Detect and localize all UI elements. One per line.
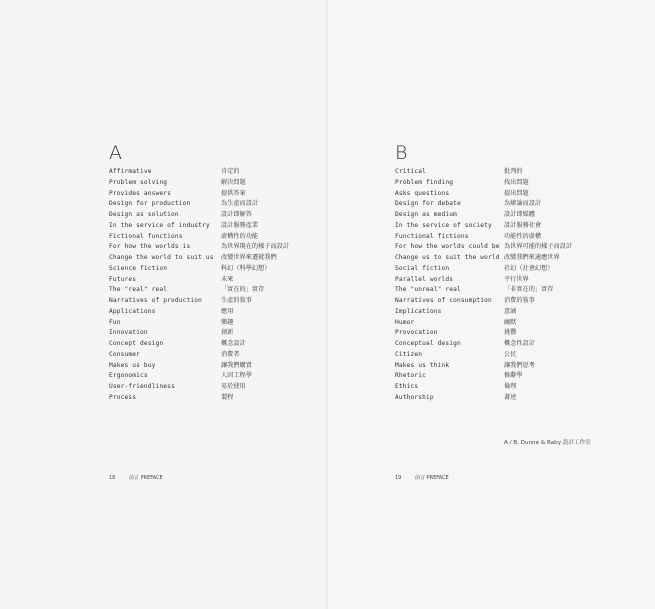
term-chinese: 提供答案 <box>221 189 246 197</box>
term-chinese: 功能性的虛構 <box>504 232 542 240</box>
term-row <box>395 296 625 307</box>
term-row <box>109 210 319 221</box>
term-english: In the service of industry <box>109 221 210 229</box>
term-row <box>395 371 625 382</box>
term-row <box>109 318 319 329</box>
term-english: Implications <box>395 307 442 315</box>
term-row <box>109 393 319 404</box>
term-row <box>109 242 319 253</box>
term-english: Futures <box>109 275 137 283</box>
term-list-b <box>395 167 625 404</box>
term-row <box>109 275 319 286</box>
term-row <box>395 178 625 189</box>
term-row <box>395 242 625 253</box>
term-english: Narratives of production <box>109 297 203 304</box>
term-row <box>395 393 625 404</box>
term-row <box>395 339 625 350</box>
term-english: Design as medium <box>395 211 458 218</box>
term-row <box>395 199 625 210</box>
page-footer <box>109 474 163 481</box>
term-row <box>395 382 625 393</box>
left-page <box>0 0 327 609</box>
term-row <box>109 189 319 200</box>
term-english: Problem finding <box>395 178 454 186</box>
term-english: Conceptual design <box>395 340 461 347</box>
term-english: Critical <box>395 168 427 175</box>
term-chinese: 讓我們購買 <box>221 361 252 369</box>
term-row <box>109 199 319 210</box>
term-row <box>395 285 625 296</box>
term-english: Asks questions <box>395 189 450 197</box>
term-chinese: 提出問題 <box>504 189 529 197</box>
term-english: Problem solving <box>109 178 168 186</box>
term-chinese: 著述 <box>504 393 517 401</box>
term-chinese: 人因工程學 <box>221 372 252 380</box>
term-english: Humor <box>395 318 415 326</box>
term-english: Parallel worlds <box>395 275 454 283</box>
term-english: Fictional functions <box>109 232 183 240</box>
term-row <box>395 221 625 232</box>
term-row <box>395 189 625 200</box>
term-english: Innovation <box>109 329 148 337</box>
term-chinese: 平行世界 <box>504 275 529 283</box>
term-english: Fun <box>109 318 121 326</box>
term-chinese: 應用 <box>221 307 234 315</box>
term-chinese: 設計服務產業 <box>221 221 259 229</box>
term-row <box>109 382 319 393</box>
term-row <box>109 361 319 372</box>
term-english: Narratives of consumption <box>395 297 492 304</box>
term-english: Citizen <box>395 350 423 358</box>
term-row <box>109 221 319 232</box>
term-row <box>395 328 625 339</box>
term-chinese: 找出問題 <box>504 178 529 186</box>
term-english: Provides answers <box>109 189 172 197</box>
term-row <box>395 232 625 243</box>
term-chinese: 為世界可能的樣子而設計 <box>504 243 573 251</box>
page-number: 19 <box>395 475 402 481</box>
term-english: Design for production <box>109 200 191 208</box>
term-row <box>109 232 319 243</box>
term-row <box>109 253 319 264</box>
term-row <box>395 307 625 318</box>
running-footer-label: 前言 PREFACE <box>129 475 163 481</box>
term-english: Design as solution <box>109 211 179 218</box>
term-row <box>109 178 319 189</box>
term-row <box>395 167 625 178</box>
term-english: Change us to suit the world <box>395 254 500 261</box>
term-english: Ergonomics <box>109 372 148 380</box>
term-english: The "real" real <box>109 286 168 294</box>
term-chinese: 解決問題 <box>221 178 246 186</box>
term-english: The "unreal" real <box>395 286 461 294</box>
term-chinese: 設計即解答 <box>221 211 252 218</box>
term-row <box>109 167 319 178</box>
term-chinese: 修辭學 <box>504 372 523 380</box>
term-row <box>395 210 625 221</box>
term-english: Process <box>109 393 137 401</box>
term-row <box>109 371 319 382</box>
right-page <box>328 0 655 609</box>
page-number: 18 <box>109 475 116 481</box>
term-list-a <box>109 167 319 404</box>
column-heading-a: A <box>109 142 122 164</box>
term-chinese: 消費的敍事 <box>504 297 535 304</box>
term-chinese: 肯定的 <box>221 168 240 175</box>
term-row <box>395 318 625 329</box>
term-row <box>109 307 319 318</box>
term-english: Makes us buy <box>109 361 156 369</box>
term-chinese: 生產的敍事 <box>221 297 252 304</box>
term-row <box>395 264 625 275</box>
term-english: For how the worlds is <box>109 243 191 251</box>
term-chinese: 樂趣 <box>221 318 234 326</box>
term-english: Authorship <box>395 393 434 401</box>
term-english: Provocation <box>395 329 438 337</box>
term-row <box>109 296 319 307</box>
term-row <box>109 339 319 350</box>
term-english: Change the world to suit us <box>109 254 214 261</box>
running-footer-label: 前言 PREFACE <box>415 475 449 481</box>
term-chinese: 設計服務社會 <box>504 221 542 229</box>
term-chinese: 倫理 <box>504 383 517 390</box>
term-english: Affirmative <box>109 168 152 175</box>
term-chinese: 改變世界來遷就我們 <box>221 254 277 261</box>
term-english: Applications <box>109 307 156 315</box>
term-chinese: 社幻（社會幻想） <box>504 264 554 272</box>
term-chinese: 公民 <box>504 350 517 358</box>
term-english: For how the worlds could be <box>395 243 500 251</box>
term-english: Rhetoric <box>395 372 427 380</box>
term-chinese: 讓我們思考 <box>504 361 535 369</box>
term-english: Concept design <box>109 340 164 347</box>
term-chinese: 未來 <box>221 275 234 283</box>
term-english: User-friendliness <box>109 383 175 390</box>
term-chinese: 易於使用 <box>221 383 246 390</box>
page-footer <box>395 474 449 481</box>
term-chinese: 批判的 <box>504 168 523 175</box>
term-chinese: 意涵 <box>504 307 517 315</box>
term-chinese: 為世界現在的樣子而設計 <box>221 243 290 251</box>
term-english: Social fiction <box>395 264 450 272</box>
figure-caption: A / B, Dunne & Raby 設計工作室 <box>504 440 591 446</box>
term-english: Ethics <box>395 383 419 390</box>
term-chinese: 創新 <box>221 329 234 337</box>
term-english: Design for debate <box>395 200 461 208</box>
term-chinese: 設計即媒體 <box>504 211 535 218</box>
term-chinese: 概念設計 <box>221 340 246 347</box>
term-english: In the service of society <box>395 221 492 229</box>
term-row <box>109 264 319 275</box>
term-chinese: 挑釁 <box>504 329 517 337</box>
term-row <box>109 350 319 361</box>
term-chinese: 改變我們來適應世界 <box>504 254 560 261</box>
term-chinese: 消費者 <box>221 350 240 358</box>
term-row <box>395 275 625 286</box>
term-row <box>395 253 625 264</box>
term-chinese: 虛構性的功能 <box>221 232 259 240</box>
term-chinese: 「實在的」實存 <box>221 286 265 294</box>
term-row <box>109 285 319 296</box>
term-english: Functional fictions <box>395 232 469 240</box>
term-row <box>109 328 319 339</box>
term-chinese: 為生產而設計 <box>221 200 259 208</box>
term-english: Makes us think <box>395 361 450 369</box>
term-chinese: 「非實在的」實存 <box>504 286 554 294</box>
term-chinese: 製程 <box>221 393 234 401</box>
term-chinese: 概念性設計 <box>504 340 535 347</box>
term-row <box>395 361 625 372</box>
column-heading-b: B <box>395 142 408 164</box>
term-chinese: 幽默 <box>504 318 517 326</box>
term-chinese: 為辯論而設計 <box>504 200 542 208</box>
term-row <box>395 350 625 361</box>
term-chinese: 科幻（科學幻想） <box>221 264 271 272</box>
term-english: Science fiction <box>109 264 168 272</box>
term-english: Consumer <box>109 350 141 358</box>
